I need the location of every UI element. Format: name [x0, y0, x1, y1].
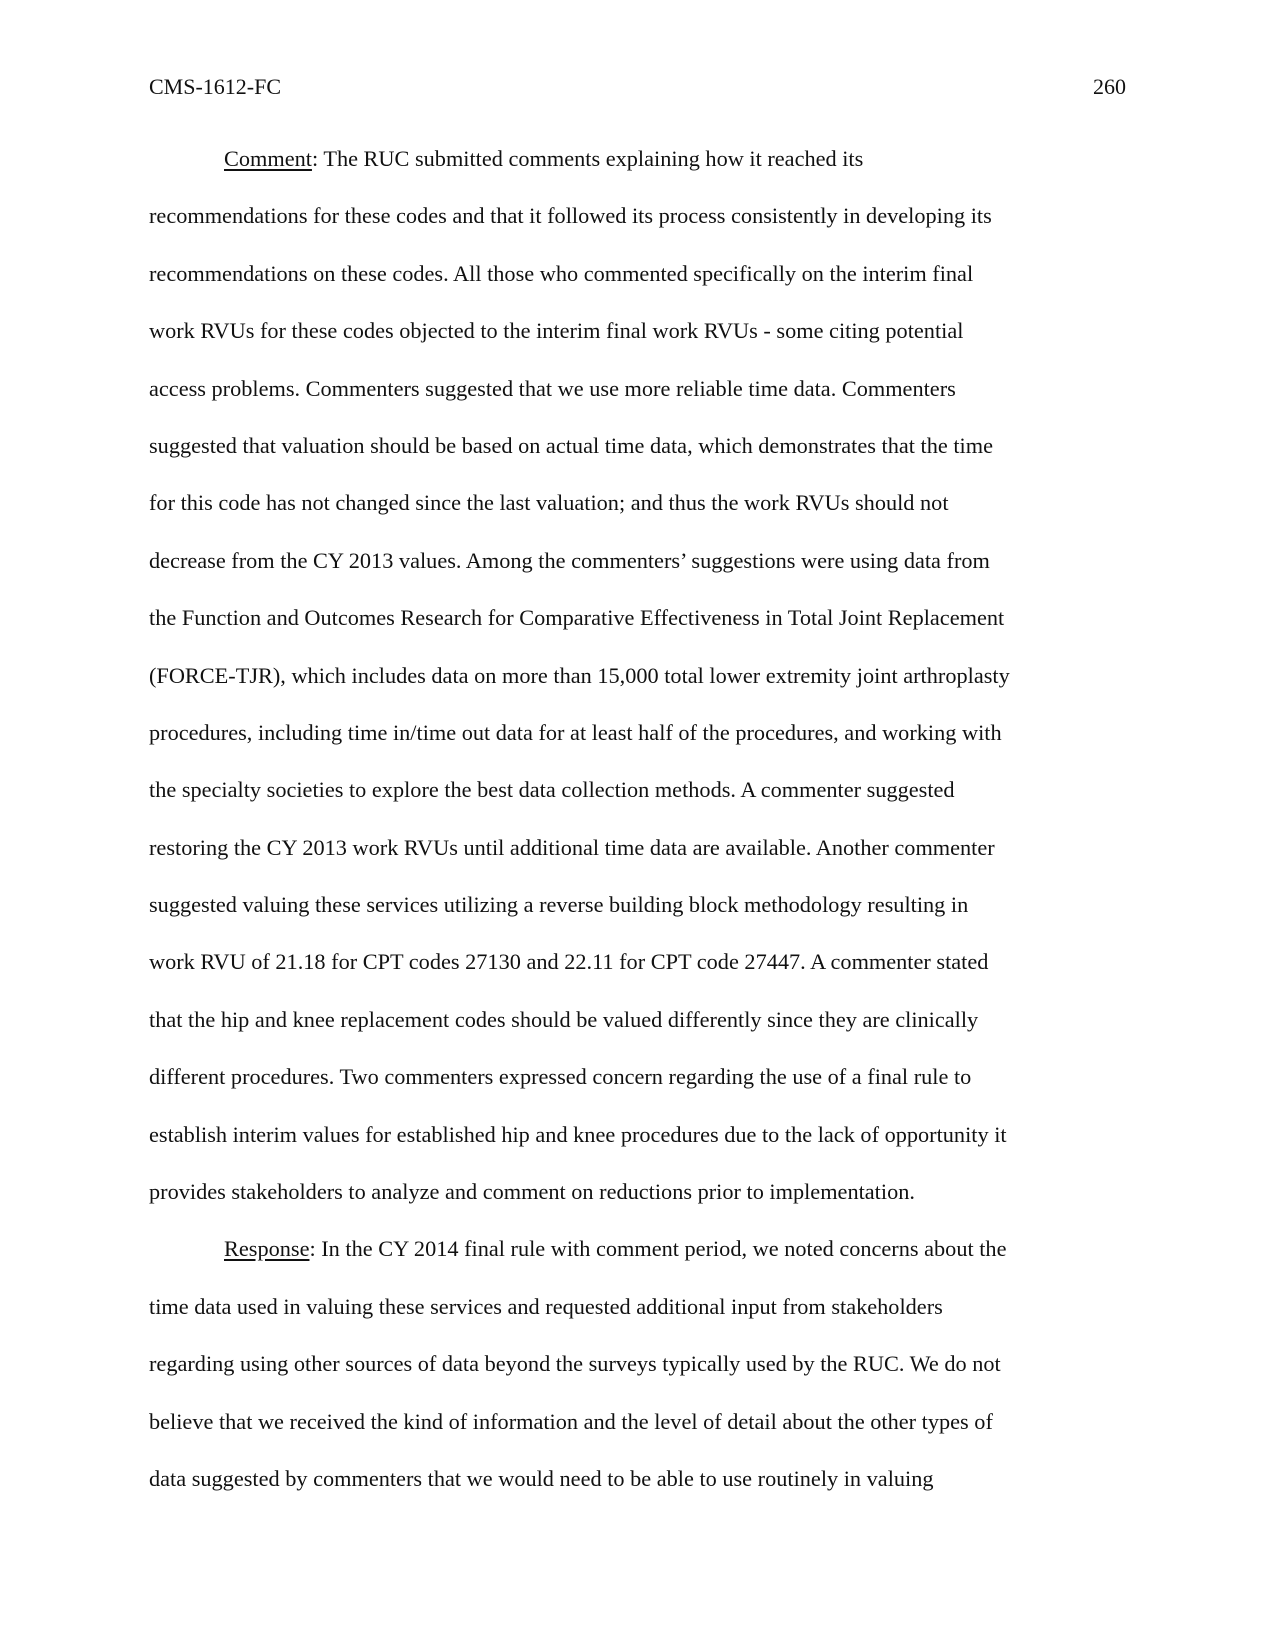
text-line: for this code has not changed since the last valuation; and thus the work RVUs should not [149, 490, 949, 516]
page-header [149, 72, 1126, 102]
document-body [149, 130, 1126, 1507]
comment-label: Comment [224, 146, 312, 171]
text-line: time data used in valuing these services and requested additional input from stakeholders [149, 1293, 943, 1319]
text-line: that the hip and knee replacement codes should be valued differently since they are clinically [149, 1006, 979, 1032]
text-line: work RVUs for these codes objected to the interim final work RVUs - some citing potential [149, 318, 964, 344]
text-line-content: : The RUC submitted comments explaining how it reached its [311, 146, 864, 171]
text-line: (FORCE-TJR), which includes data on more than 15,000 total lower extremity joint arthroplasty [149, 662, 1010, 688]
text-line: the Function and Outcomes Research for Comparative Effectiveness in Total Joint Replacement [149, 605, 1005, 631]
text-line: regarding using other sources of data beyond the surveys typically used by the RUC. We do not [149, 1351, 1001, 1377]
text-line [149, 130, 1126, 187]
text-line: restoring the CY 2013 work RVUs until additional time data are available. Another commenter [149, 834, 995, 860]
response-paragraph [149, 1220, 1126, 1507]
text-line [149, 1220, 1126, 1277]
text-line: decrease from the CY 2013 values. Among the commenters’ suggestions were using data from [149, 547, 990, 573]
text-line-content: : In the CY 2014 final rule with comment period, we noted concerns about the [309, 1236, 1007, 1262]
text-line: recommendations on these codes. All those who commented specifically on the interim final [149, 260, 974, 286]
text-line: different procedures. Two commenters expressed concern regarding the use of a final rule to [149, 1064, 972, 1090]
document-id: CMS-1612-FC [149, 74, 282, 99]
text-line: recommendations for these codes and that it followed its process consistently in developing its [149, 203, 992, 229]
page-number: 260 [1093, 74, 1126, 99]
comment-paragraph [149, 130, 1126, 1220]
text-line: believe that we received the kind of information and the level of detail about the other types of [149, 1408, 993, 1434]
text-line: provides stakeholders to analyze and comment on reductions prior to implementation. [149, 1179, 915, 1205]
response-label: Response [224, 1236, 310, 1262]
text-line: suggested valuing these services utilizing a reverse building block methodology resulting in [149, 892, 969, 918]
text-line: access problems. Commenters suggested that we use more reliable time data. Commenters [149, 375, 956, 401]
text-line: data suggested by commenters that we would need to be able to use routinely in valuing [149, 1465, 934, 1491]
text-line: the specialty societies to explore the best data collection methods. A commenter suggested [149, 777, 955, 803]
text-line: suggested that valuation should be based on actual time data, which demonstrates that the time [149, 432, 993, 458]
text-line: work RVU of 21.18 for CPT codes 27130 and 22.11 for CPT code 27447. A commenter stated [149, 949, 989, 975]
text-line: establish interim values for established hip and knee procedures due to the lack of opportunity it [149, 1121, 1007, 1147]
text-line: procedures, including time in/time out data for at least half of the procedures, and working with [149, 719, 1002, 745]
